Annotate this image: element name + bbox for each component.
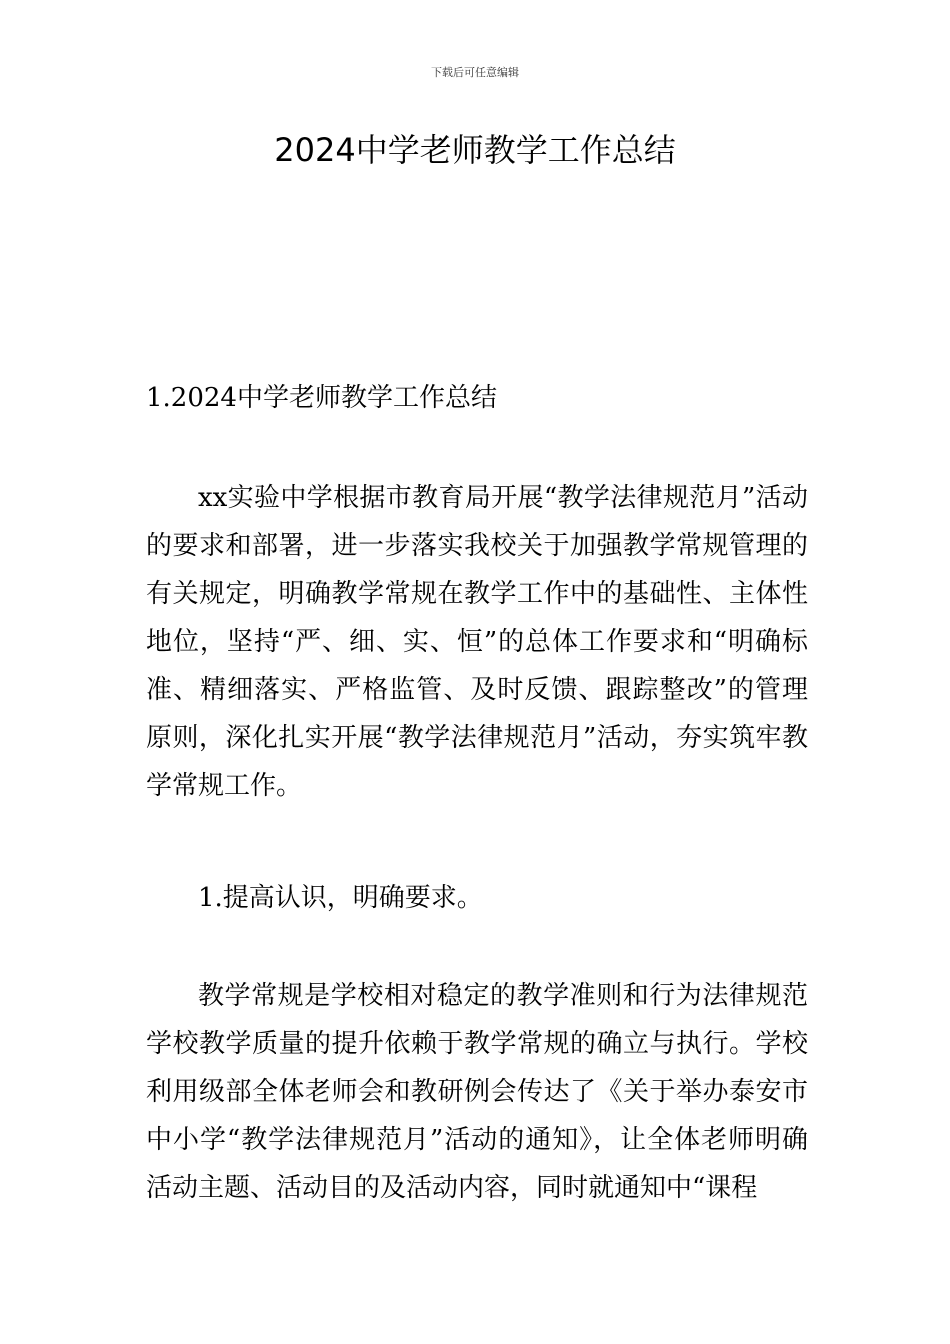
sub-heading: 1.提高认识，明确要求。 [198, 883, 483, 913]
document-title: 2024中学老师教学工作总结 [274, 131, 676, 169]
body-paragraph: xx实验中学根据市教育局开展“教学法律规范月”活动的要求和部署，进一步落实我校关于加强教学常规管理的有关规定，明确教学常规在教学工作中的基础性、主体性地位，坚持“严、细、实、恒”的总体工作要求和“明确标准、精细落实、严格监管、及时反馈、跟踪整改”的管理原则，深化扎实开展“教学法律规范月”活动，夯实筑牢教学常规工作。 [146, 483, 808, 801]
section-heading: 1.2024中学老师教学工作总结 [146, 383, 497, 413]
body-paragraph: 教学常规是学校相对稳定的教学准则和行为法律规范学校教学质量的提升依赖于教学常规的确立与执行。学校利用级部全体老师会和教研例会传达了《关于举办泰安市中小学“教学法律规范月”活动的通知》，让全体老师明确活动主题、活动目的及活动内容，同时就通知中“课程 [146, 981, 808, 1203]
header-note: 下载后可任意编辑 [431, 66, 519, 79]
